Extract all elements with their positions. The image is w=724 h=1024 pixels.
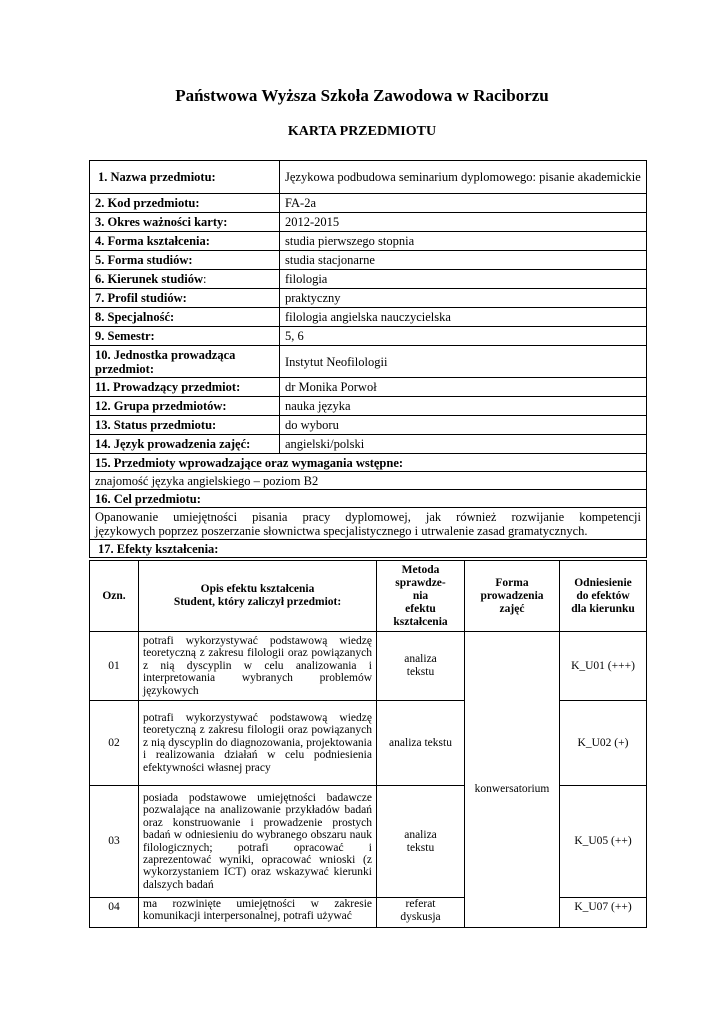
section16-line2: językowych poprzez poszerzanie słownictwa specjalistycznego i utrwalenie zasad gramatycznych. <box>95 523 588 538</box>
effect-metoda-line1: analiza tekstu <box>389 736 452 749</box>
info-row <box>90 346 647 378</box>
effect-odniesienie: K_U05 (++) <box>560 786 647 898</box>
info-row <box>90 308 647 327</box>
course-info-table <box>89 160 647 558</box>
info-label <box>90 289 280 308</box>
info-label-text: 7. Profil studiów: <box>95 291 187 305</box>
header-opis-line1: Opis efektu kształcenia <box>200 583 315 595</box>
header-metoda-line2: sprawdze- <box>395 576 446 589</box>
section15-label: 15. Przedmioty wprowadzające oraz wymagania wstępne: <box>90 454 647 472</box>
header-opis <box>139 561 377 632</box>
info-label-text: 4. Forma kształcenia: <box>95 234 210 248</box>
header-odn-line2: do efektów <box>576 589 630 602</box>
info-value: Instytut Neofilologii <box>280 346 647 378</box>
info-label-text: 11. Prowadzący przedmiot: <box>95 380 241 394</box>
info-value: studia pierwszego stopnia <box>280 232 647 251</box>
info-label <box>90 346 280 378</box>
info-label-text: 9. Semestr: <box>95 329 155 343</box>
info-label-text: 14. Język prowadzenia zajęć: <box>95 437 251 451</box>
info-row <box>90 378 647 397</box>
info-value: filologia <box>280 270 647 289</box>
effect-odniesienie: K_U02 (+) <box>560 701 647 786</box>
effect-metoda <box>377 786 465 898</box>
info-label <box>90 232 280 251</box>
effect-metoda <box>377 701 465 786</box>
effect-desc: potrafi wykorzystywać podstawową wiedzę teoretyczną z zakresu filologii oraz powiązanych z nią dyscyplin w celu analizowania i interpretowania wybranych problemów językowych <box>139 632 377 701</box>
section15-value: znajomość języka angielskiego – poziom B2 <box>90 472 647 490</box>
section16-value <box>90 508 647 540</box>
info-value: studia stacjonarne <box>280 251 647 270</box>
effect-metoda-line1: analiza <box>404 828 437 841</box>
header-forma-line2: prowadzenia <box>480 589 544 602</box>
effect-ozn: 03 <box>90 786 139 898</box>
effect-forma: konwersatorium <box>465 632 560 928</box>
info-value: do wyboru <box>280 416 647 435</box>
header-odniesienie <box>560 561 647 632</box>
info-label <box>90 416 280 435</box>
info-label <box>90 435 280 454</box>
header-metoda <box>377 561 465 632</box>
effect-ozn: 04 <box>90 898 139 928</box>
effect-metoda-line1: referat <box>405 898 436 910</box>
info-value: Językowa podbudowa seminarium dyplomowego: pisanie akademickie <box>280 161 647 194</box>
info-row <box>90 232 647 251</box>
info-label-suffix: : <box>203 272 207 286</box>
header-metoda-line4: efektu <box>405 602 436 615</box>
effects-table <box>89 560 647 928</box>
info-label <box>90 270 280 289</box>
effect-ozn: 02 <box>90 701 139 786</box>
info-row <box>90 251 647 270</box>
header-forma-line1: Forma <box>495 576 529 589</box>
page-bottom-margin <box>0 928 724 1024</box>
header-odn-line3: dla kierunku <box>571 602 635 615</box>
header-odn-line1: Odniesienie <box>574 576 632 589</box>
info-value: 5, 6 <box>280 327 647 346</box>
info-row <box>90 327 647 346</box>
info-label-text: 2. Kod przedmiotu: <box>95 196 200 210</box>
header-metoda-line5: kształcenia <box>393 615 448 628</box>
info-label-text: 3. Okres ważności karty: <box>95 215 228 229</box>
info-label <box>90 378 280 397</box>
info-label-text: 10. Jednostka prowadząca przedmiot: <box>95 347 236 376</box>
effect-odniesienie: K_U01 (+++) <box>560 632 647 701</box>
info-value: angielski/polski <box>280 435 647 454</box>
header-forma <box>465 561 560 632</box>
info-value: praktyczny <box>280 289 647 308</box>
info-label <box>90 308 280 327</box>
info-row <box>90 194 647 213</box>
effect-desc: potrafi wykorzystywać podstawową wiedzę teoretyczną z zakresu filologii oraz powiązanych z nią dyscyplin do diagnozowania, projektowania i realizowania działań w celu podniesienia efektywności własnej pracy <box>139 701 377 786</box>
info-label <box>90 251 280 270</box>
info-value: nauka języka <box>280 397 647 416</box>
info-row <box>90 435 647 454</box>
info-row <box>90 416 647 435</box>
info-row <box>90 161 647 194</box>
header-metoda-line3: nia <box>412 589 429 602</box>
info-label <box>90 194 280 213</box>
info-label-text: 1. Nazwa przedmiotu: <box>98 170 216 184</box>
header-forma-line3: zajęć <box>499 602 525 615</box>
effect-metoda <box>377 632 465 701</box>
effect-metoda-line2: tekstu <box>406 841 435 854</box>
info-row <box>90 270 647 289</box>
info-value: dr Monika Porwoł <box>280 378 647 397</box>
info-label-text: 8. Specjalność: <box>95 310 175 324</box>
effect-metoda <box>377 898 465 928</box>
effect-desc: ma rozwinięte umiejętności w zakresie komunikacji interpersonalnej, potrafi używać <box>139 898 377 928</box>
effect-ozn: 01 <box>90 632 139 701</box>
info-label-text: 6. Kierunek studiów <box>95 272 204 286</box>
info-value: FA-2a <box>280 194 647 213</box>
info-label-text: 5. Forma studiów: <box>95 253 193 267</box>
document-title: KARTA PRZEDMIOTU <box>287 124 437 139</box>
effect-metoda-line2: dyskusja <box>400 911 441 923</box>
header-ozn: Ozn. <box>90 561 139 632</box>
header-opis-line2: Student, który zaliczył przedmiot: <box>173 596 342 608</box>
info-row <box>90 397 647 416</box>
effect-desc: posiada podstawowe umiejętności badawcze pozwalające na analizowanie przykładów badań oraz konstruowanie i prowadzenie prostych badań w odniesieniu do wybranego obszaru nauk filologicznych; potrafi opracować i zaprezentować wyniki, opracować wnioski (z wykorzystaniem ICT) oraz wskazywać kierunki dalszych badań <box>139 786 377 898</box>
info-label-text: 13. Status przedmiotu: <box>95 418 217 432</box>
info-value: 2012-2015 <box>280 213 647 232</box>
header-metoda-line1: Metoda <box>401 563 440 576</box>
section17-label: 17. Efekty kształcenia: <box>90 540 647 558</box>
info-row <box>90 289 647 308</box>
info-label <box>90 327 280 346</box>
info-label <box>90 397 280 416</box>
info-label-text: 12. Grupa przedmiotów: <box>95 399 227 413</box>
effect-odniesienie: K_U07 (++) <box>560 898 647 928</box>
section16-label: 16. Cel przedmiotu: <box>90 490 647 508</box>
institution-title: Państwowa Wyższa Szkoła Zawodowa w Raciborzu <box>175 86 549 105</box>
effect-metoda-line1: analiza <box>404 653 437 665</box>
info-label <box>90 161 280 194</box>
info-value: filologia angielska nauczycielska <box>280 308 647 327</box>
section16-line1: Opanowanie umiejętności pisania pracy dyplomowej, jak również rozwijanie kompetencji <box>95 509 641 524</box>
info-row <box>90 213 647 232</box>
info-label <box>90 213 280 232</box>
effect-metoda-line2: tekstu <box>406 666 435 678</box>
